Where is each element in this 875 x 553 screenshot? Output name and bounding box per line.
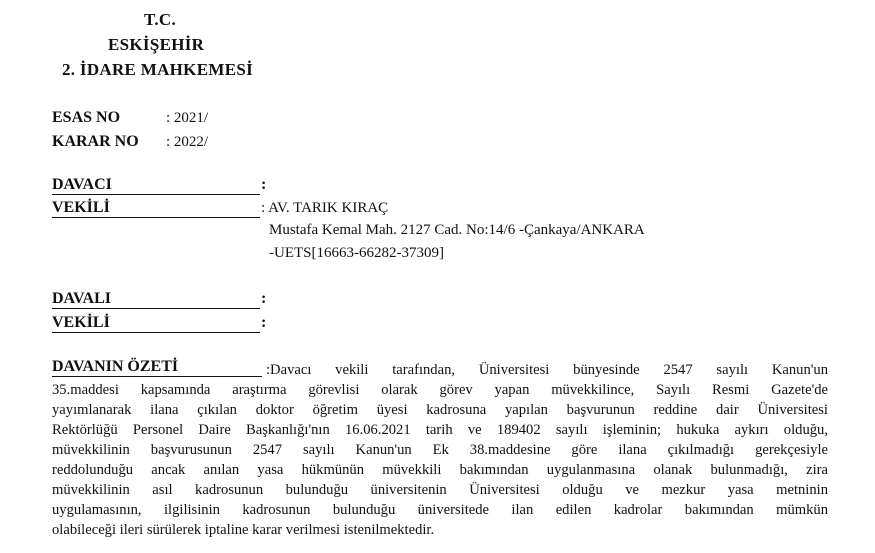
summary-line: yayımlanarak ilana çıkılan doktor öğretim üyesi kadrosuna yapılan başvurunun reddine dair Üniversitesi [52, 402, 828, 418]
summary-line: Rektörlüğü Personel Daire Başkanlığı'nın 16.06.2021 tarih ve 189402 sayılı işleminin; hukuka aykırı olduğu, [52, 422, 828, 438]
summary-heading: DAVANIN ÖZETİ [52, 358, 262, 377]
davali-label: DAVALI [52, 290, 260, 309]
header-city: ESKİŞEHİR [108, 35, 205, 54]
summary-line: olabileceği ileri sürülerek iptaline karar verilmesi istenilmektedir. [52, 522, 435, 538]
davali-vekili-label: VEKİLİ [52, 314, 260, 333]
davaci-vekili-value: : AV. TARIK KIRAÇ [261, 200, 389, 216]
address-line-2: -UETS[16663-66282-37309] [269, 245, 444, 261]
davaci-colon: : [261, 176, 267, 193]
header-tc: T.C. [144, 10, 177, 29]
davali-colon: : [261, 290, 267, 307]
karar-no-label: KARAR NO [52, 133, 139, 150]
davali-vekili-colon: : [261, 314, 267, 331]
davaci-vekili-label: VEKİLİ [52, 199, 260, 218]
summary-line: müvekkilinin asıl kadrosunun bulunduğu üniversitenin Üniversitesi olduğu ve mezkur yasa metninin [52, 482, 828, 498]
esas-no-label: ESAS NO [52, 109, 121, 126]
summary-line: 35.maddesi kapsamında araştırma görevlisi olarak görev yapan müvekkilince, Sayılı Resmi Gazete'de [52, 382, 828, 398]
esas-no-value: : 2021/ [166, 110, 209, 126]
header-court: 2. İDARE MAHKEMESİ [62, 60, 253, 79]
address-line-1: Mustafa Kemal Mah. 2127 Cad. No:14/6 -Çankaya/ANKARA [269, 222, 645, 238]
summary-line: :Davacı vekili tarafından, Üniversitesi bünyesinde 2547 sayılı Kanun'un [266, 362, 828, 378]
karar-no-value: : 2022/ [166, 134, 209, 150]
davaci-label: DAVACI [52, 176, 260, 195]
summary-line: reddolunduğu ancak anılan yasa hükmünün müvekkili bakımından uygulanmasına olanak bulunmadığı, zira [52, 462, 828, 478]
summary-line: müvekkilinin başvurusunun 2547 sayılı Kanun'un Ek 38.maddesine göre ilana çıkılmadığı gerekçesiyle [52, 442, 828, 458]
summary-line: uygulamasının, ilgilisinin kadrosunun bulunduğu üniversitede ilan edilen kadrolar bakımından mümkün [52, 502, 828, 518]
